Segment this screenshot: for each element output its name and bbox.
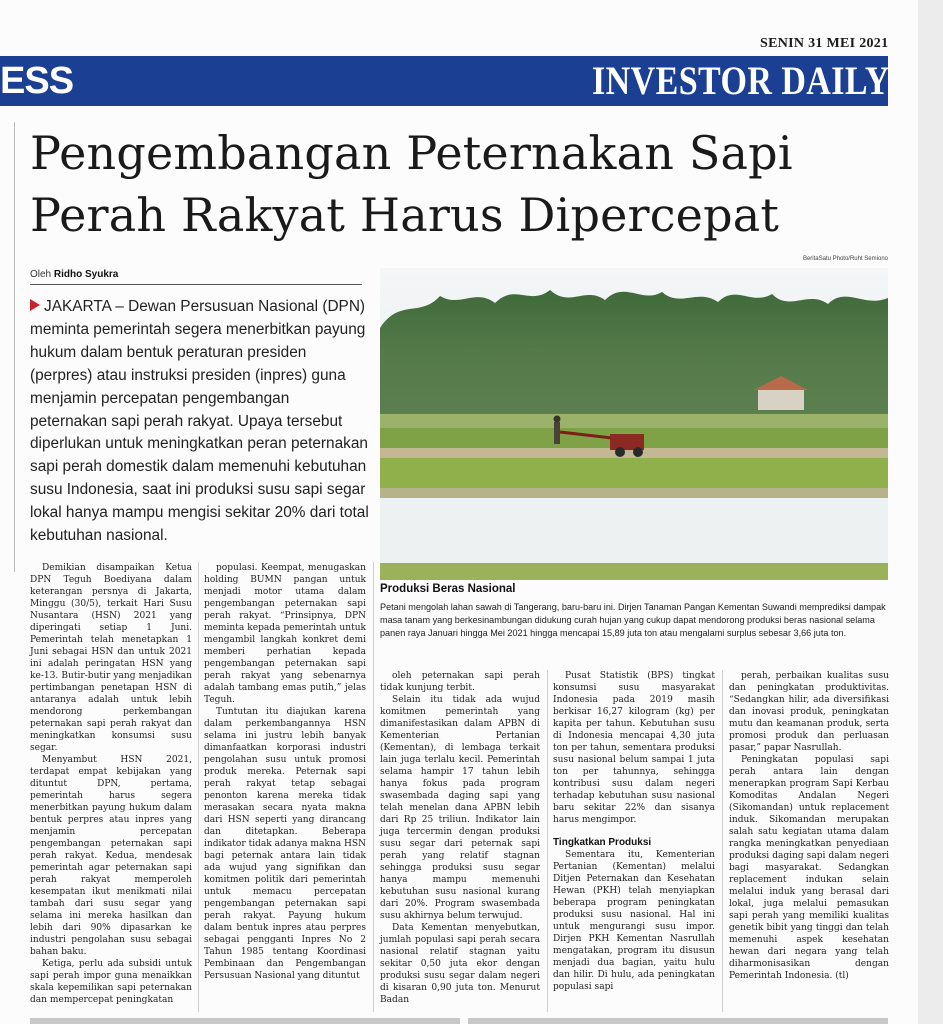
text-column-3 (380, 670, 540, 1006)
paragraph: Sementara itu, Kementerian Pertanian (Kementan) melalui Ditjen Peternakan dan Kesehatan Hewan (PKH) telah menyiapkan beberapa program peningkatan produksi susu nasional. Hal ini untuk mengurangi susu impor. Dirjen PKH Kementan Nasrullah mengatakan, program itu disusun menjadi dua bagian, yaitu hulu dan hilir. Di hulu, ada peningkatan populasi sapi (553, 850, 715, 992)
paragraph: Pusat Statistik (BPS) tingkat konsumsi susu masyarakat Indonesia pada 2019 masih berkisar 16,27 kilogram (kg) per kapita per tahun. Kebutuhan susu di Indonesia mencapai 4,30 juta ton per tahun, sementara produksi susu nasional belum sampai 1 juta ton per tahunnya, sehingga kontribusi susu dalam negeri terhadap kebutuhan susu nasional baru sekitar 22% dan sisanya harus mengimpor. (553, 671, 715, 825)
subheading: Tingkatkan Produksi (553, 837, 652, 848)
column-divider (547, 670, 548, 1012)
article-headline: Pengembangan Peternakan Sapi Perah Rakyat Harus Dipercepat (30, 126, 793, 242)
issue-date: SENIN 31 MEI 2021 (760, 36, 889, 51)
rice-field-photo (380, 268, 888, 580)
bottom-divider (468, 1018, 888, 1024)
paragraph: oleh peternakan sapi perah tidak kunjung terbit. (380, 671, 540, 693)
paragraph: Data Kementan menyebutkan, jumlah populasi sapi perah secara nasional relatif stagnan yaitu sekitar 0,50 juta ekor dengan produksi susu segar dalam negeri di kisaran 0,90 juta ton. Menurut Badan (380, 923, 540, 1005)
caption-title: Produksi Beras Nasional (380, 583, 516, 595)
article-lead (30, 296, 370, 548)
text-column-4 (553, 670, 715, 993)
paragraph: Tuntutan itu diajukan karena dalam perkembangannya HSN selama ini justru lebih banyak dimanfaatkan korporasi industri pengolahan susu untuk promosi produk mereka. Peternak sapi perah rakyat tetap sebagai penonton karena mereka tidak merasakan secara nyata makna dari HSN seperti yang dirancang dan ditetapkan. Beberapa indikator tidak adanya makna HSN bagi peternak antara lain tidak ada wujud yang signifikan dan komitmen politik dari pemerintah untuk memacu percepatan pengembangan peternakan sapi perah rakyat. Payung hukum dalam bentuk inpres atau perpres sebagai pengganti Inpres No 2 Tahun 1985 tentang Koordinasi Pembinaan dan Pengembangan Persusuan Nasional yang dituntut (204, 707, 366, 981)
photo-credit: BeritaSatu Photo/Ruht Semiono (802, 256, 888, 262)
section-title: ESS (0, 60, 74, 102)
column-divider (373, 562, 374, 1012)
paragraph: Peningkatan populasi sapi perah antara lain dengan menerapkan program Sapi Kerbau Komoditas Andalan Negeri (Sikomandan) untuk replacement induk. Sikomandan merupakan salah satu kegiatan utama dalam rangka meningkatkan penyediaan produksi daging sapi dalam negeri bagi masyarakat. Sedangkan replacement indukan selain melalui induk yang berasal dari lokal, juga melalui pemasukan sapi perah yang memiliki kualitas genetik bibit yang tinggi dan telah memenuhi aspek kesehatan hewan dari negara yang telah diharmonisasikan dengan Pemerintah Indonesia. (tl) (729, 755, 889, 981)
byline-prefix: Oleh (30, 269, 52, 280)
newspaper-logo: INVESTOR DAILY (592, 58, 890, 103)
text-column-1 (30, 562, 192, 1006)
article-photo (380, 268, 888, 580)
paragraph: Menyambut HSN 2021, terdapat empat kebijakan yang dituntut DPN, pertama, pemerintah harus segera menerbitkan payung hukum dalam bentuk perpres atau inpres yang menjamin percepatan pengembangan peternakan sapi perah rakyat. Kedua, mendesak pemerintah agar peternakan sapi perah rakyat memperoleh kesempatan ikut menikmati nilai tambah dari susu segar yang selama ini mereka hasilkan dan lebih dari 90% dipasarkan ke industri pengolahan susu sebagai bahan baku. (30, 755, 192, 957)
column-divider (14, 122, 15, 572)
paragraph: Ketiga, perlu ada subsidi untuk sapi perah impor guna menaikkan skala kepemilikan sapi peternakan dan mempercepat peningkatan (30, 959, 192, 1005)
text-column-2 (204, 562, 366, 982)
lead-text: JAKARTA – Dewan Persusuan Nasional (DPN) meminta pemerintah segera menerbitkan payung hukum dalam bentuk peraturan presiden (perpres) atau instruksi presiden (inpres) guna menjamin percepatan pengembangan peternakan sapi perah rakyat. Upaya tersebut diperlukan untuk meningkatkan peran peternakan sapi perah domestik dalam memenuhi kebutuhan susu Indonesia, saat ini produksi susu sapi segar lokal hanya mampu mengisi sekitar 20% dari total kebutuhan nasional. (30, 298, 369, 545)
paragraph: populasi. Keempat, menugaskan holding BUMN pangan untuk menjadi motor utama dalam pengembangan peternakan sapi perah rakyat. “Prinsipnya, DPN meminta kepada pemerintah untuk mengambil langkah konkret demi memberi perhatian kepada pengembangan peternakan sapi perah rakyat yang sebenarnya adalah tambang emas putih,” jelas Teguh. (204, 563, 366, 705)
text-column-5 (729, 670, 889, 982)
author-name: Ridho Syukra (53, 269, 119, 280)
scan-edge (918, 0, 943, 1024)
red-triangle-icon (30, 299, 40, 311)
bottom-divider (30, 1018, 460, 1024)
byline (30, 267, 362, 285)
paragraph: Selain itu tidak ada wujud komitmen pemerintah yang dimanifestasikan dalam APBN di Kementerian Pertanian (Kementan), di lembaga terkait lain juga terlalu kecil. Pemerintah selama hampir 17 tahun lebih hanya fokus pada program swasembada daging sapi yang telah menelan dana APBN lebih dari Rp 25 triliun. Indikator lain juga tercermin dengan produksi susu segar dari peternak sapi perah yang relatif stagnan sehingga produksi susu segar hanya mampu memenuhi kebutuhan susu nasional kurang dari 20%. Program swasembada susu akhirnya belum terwujud. (380, 695, 540, 921)
column-divider (722, 670, 723, 1012)
caption-text: Petani mengolah lahan sawah di Tangerang, baru-baru ini. Dirjen Tanaman Pangan Kementan Suwandi memprediksi dampak masa tanam yang berkesinambungan didukung curah hujan yang cukup dapat mendorong produksi beras nasional selama panen raya Januari hingga Mei 2021 hingga mencapai 15,89 juta ton atau mengalami surplus sebesar 3,66 juta ton. (380, 602, 886, 638)
column-divider (198, 562, 199, 1012)
paragraph: Demikian disampaikan Ketua DPN Teguh Boediyana dalam keterangan persnya di Jakarta, Minggu (30/5), terkait Hari Susu Nusantara (HSN) 2021 yang diperingati setiap 1 Juni. Pemerintah telah menetapkan 1 Juni sebagai HSN dan untuk 2021 ini adalah peringatan HSN yang ke-13. Butir-butir yang menjadikan pertimbangan penetapan HSN di antaranya adalah untuk lebih mendorong perkembangan peternakan sapi perah rakyat dan meningkatkan konsumsi susu segar. (30, 563, 192, 753)
paragraph: perah, perbaikan kualitas susu dan peningkatan produktivitas. “Sedangkan hilir, ada diversifikasi dan inovasi produk, peningkatan mutu dan keamanan produk, serta promosi produk dan perluasan pasar,” papar Nasrullah. (729, 671, 889, 753)
